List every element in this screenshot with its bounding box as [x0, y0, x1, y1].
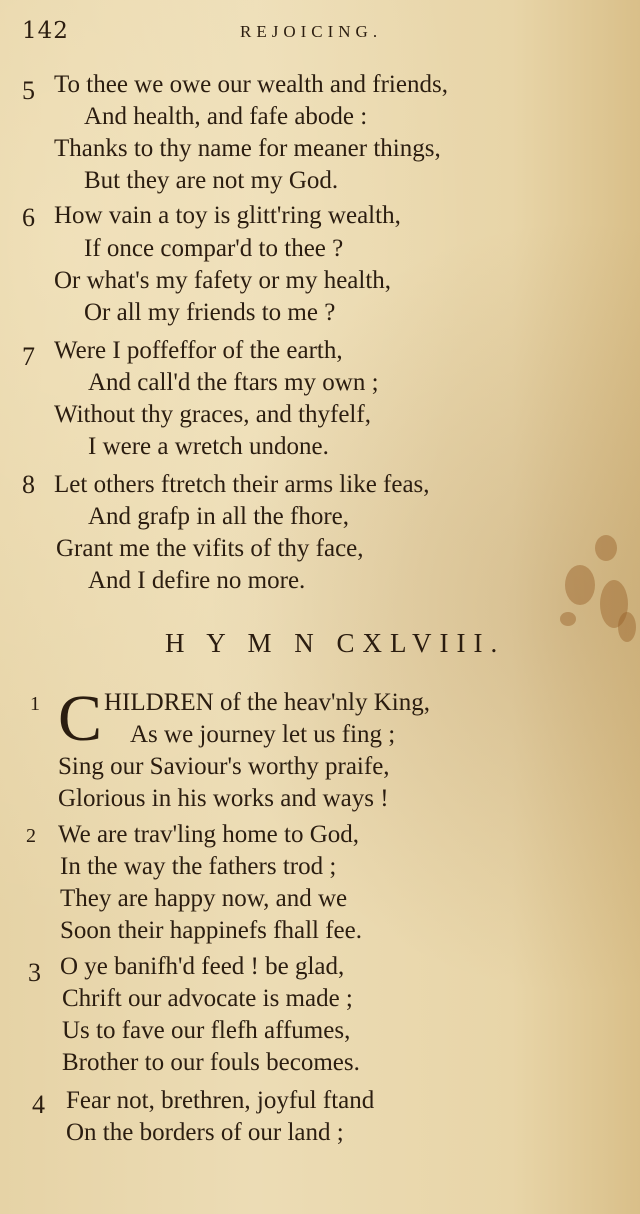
verse-line: If once compar'd to thee ?	[84, 235, 344, 262]
verse-line: And grafp in all the fhore,	[88, 503, 350, 530]
verse-line: Or all my friends to me ?	[84, 299, 336, 326]
stanza-number: 1	[30, 693, 40, 715]
verse-line: Sing our Saviour's worthy praife,	[58, 753, 390, 780]
verse-line: Brother to our fouls becomes.	[62, 1049, 360, 1076]
drop-cap: C	[58, 682, 103, 755]
verse-line: Fear not, brethren, joyful ftand	[66, 1087, 375, 1114]
verse-line: Chrift our advocate is made ;	[62, 985, 353, 1012]
paper-stain	[595, 535, 617, 561]
paper-stain	[565, 565, 595, 605]
verse-line: O ye banifh'd feed ! be glad,	[60, 953, 345, 980]
verse-line: They are happy now, and we	[60, 885, 348, 912]
verse-line: Let others ftretch their arms like feas,	[54, 471, 430, 498]
page-header	[22, 18, 622, 48]
stanza-number: 5	[22, 76, 35, 105]
stanza-number: 2	[26, 825, 36, 847]
stanza-number: 3	[28, 958, 41, 987]
page-number: 142	[22, 18, 69, 44]
stanza-number: 8	[22, 470, 35, 499]
stanza-number: 7	[22, 342, 35, 371]
verse-line: In the way the fathers trod ;	[60, 853, 337, 880]
verse-line: How vain a toy is glitt'ring wealth,	[54, 202, 401, 229]
verse-line: Thanks to thy name for meaner things,	[54, 135, 441, 162]
verse-line: Glorious in his works and ways !	[58, 785, 389, 812]
verse-line: To thee we owe our wealth and friends,	[54, 71, 448, 98]
verse-line: But they are not my God.	[84, 167, 339, 194]
verse-line: Us to fave our flefh affumes,	[62, 1017, 351, 1044]
stanza-number: 4	[32, 1090, 45, 1119]
verse-line: Soon their happinefs fhall fee.	[60, 917, 362, 944]
paper-stain	[560, 612, 576, 626]
verse-line: And call'd the ftars my own ;	[88, 369, 379, 396]
verse-line: Grant me the vifits of thy face,	[56, 535, 364, 562]
verse-line: And health, and fafe abode :	[84, 103, 368, 130]
verse-line: We are trav'ling home to God,	[58, 821, 360, 848]
verse-line: And I defire no more.	[88, 567, 306, 594]
verse-line: On the borders of our land ;	[66, 1119, 344, 1146]
hymn-title: H Y M N CXLVIII.	[165, 628, 506, 658]
stanza-number: 6	[22, 203, 35, 232]
verse-line: As we journey let us fing ;	[130, 721, 396, 748]
running-head: REJOICING.	[240, 22, 383, 41]
verse-line: Without thy graces, and thyfelf,	[54, 401, 371, 428]
paper-stain	[618, 612, 636, 642]
verse-line: HILDREN of the heav'nly King,	[104, 689, 430, 716]
verse-line: I were a wretch undone.	[88, 433, 329, 460]
verse-line: Were I poffeffor of the earth,	[54, 337, 343, 364]
verse-line: Or what's my fafety or my health,	[54, 267, 392, 294]
